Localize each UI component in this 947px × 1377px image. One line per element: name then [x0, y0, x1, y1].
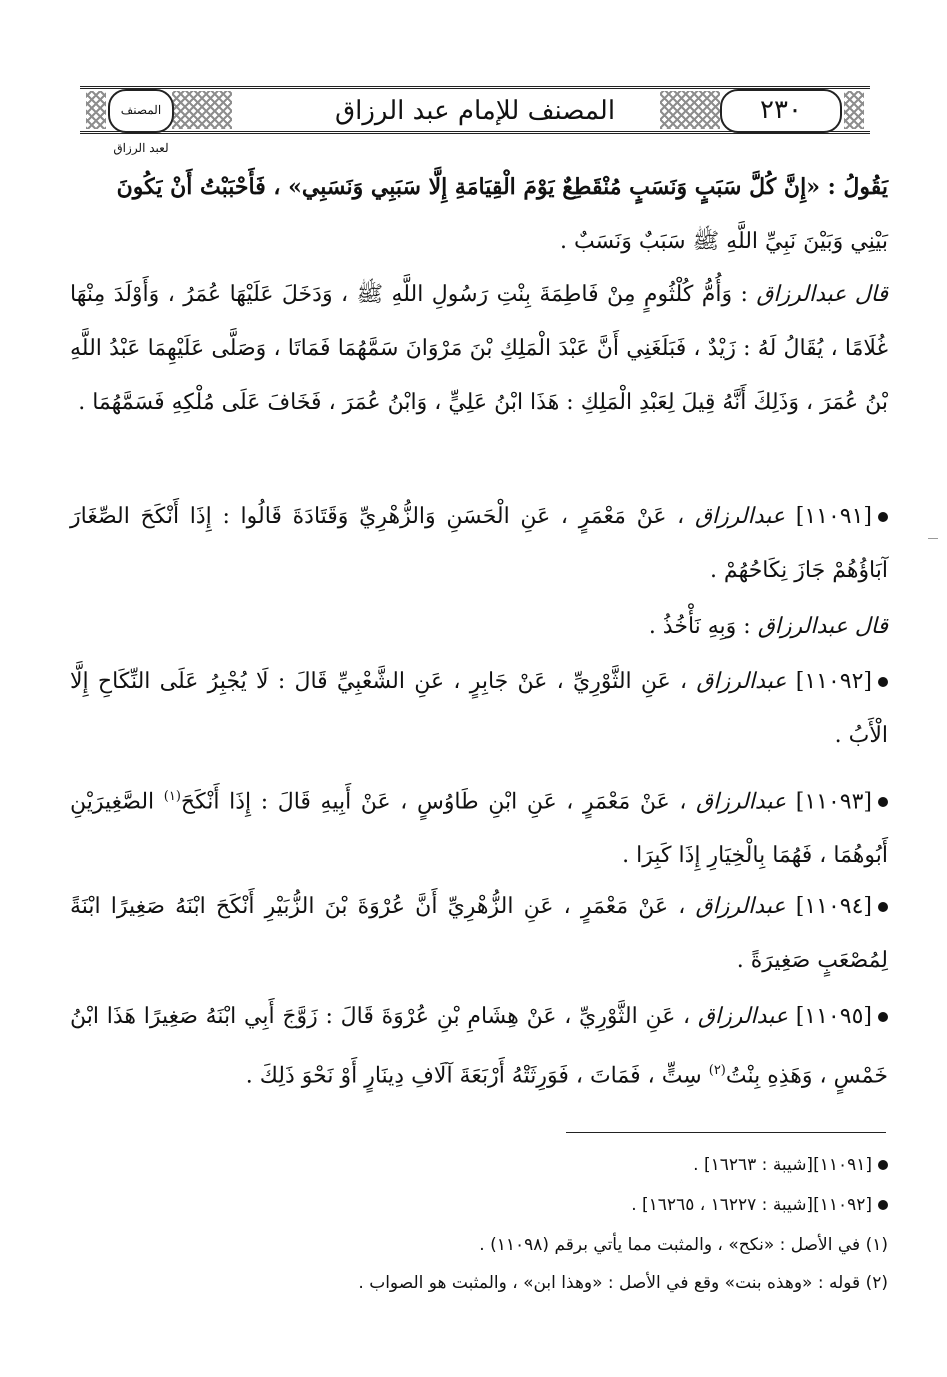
hadith-entry — [70, 880, 888, 988]
footnote — [70, 1268, 888, 1298]
entry-text: سِتٍّ ، فَمَاتَ ، فَوَرِثَتْهُ أَرْبَعَةَ آلَافِ دِينَارٍ أَوْ نَحْوَ ذَلِكَ . — [245, 1063, 702, 1089]
bullet-icon — [878, 1160, 888, 1170]
entry-author: عبدالرزاق — [696, 669, 787, 694]
bullet-icon — [878, 677, 888, 687]
speaker-label: قال عبدالرزاق — [756, 282, 888, 307]
entry-number: [١١٠٩٢] — [795, 669, 873, 694]
paragraph-text: : وَأُمُّ كُلْثُومٍ مِنْ فَاطِمَةَ بِنْتِ رَسُولِ اللَّهِ ﷺ ، وَدَخَلَ عَلَيْهَا عُمَرُ ، وَأَوْلَدَ مِنْهَا غُلَامًا ، يُقَالُ لَهُ : زَيْدٌ ، فَبَلَغَنِي أَنَّ عَبْدَ الْمَلِكِ بْنَ مَرْوَانَ سَمَّهُمَا فَمَاتَا ، وَصَلَّى عَلَيْهِمَا عَبْدُ اللَّهِ بْنُ عُمَرَ ، وَذَلِكَ أَنَّهُ قِيلَ لِعَبْدِ الْمَلِكِ : هَذَا ابْنُ عَلِيٍّ ، وَابْنُ عُمَرَ ، فَخَافَ عَلَى مُلْكِهِ فَسَمَّهُمَا . — [70, 282, 888, 415]
entry-text: ، عَنِ الثَّوْرِيِّ ، عَنْ جَابِرٍ ، عَنِ الشَّعْبِيِّ قَالَ : لَا يُجْبِرُ عَلَى النِّكَاحِ إِلَّا الْأَبُ . — [70, 669, 888, 748]
bullet-icon — [878, 512, 888, 522]
footnote-source — [70, 1190, 888, 1220]
bullet-icon — [878, 797, 888, 807]
footnote-divider — [566, 1132, 886, 1133]
entry-text: ، عَنْ مَعْمَرٍ ، عَنِ الزُّهْرِيِّ أَنَّ عُرْوَةَ بْنَ الزُّبَيْرِ أَنْكَحَ ابْنَهُ صَغِيرًا ابْنَةً لِمُصْعَبٍ صَغِيرَةً . — [70, 894, 888, 973]
footnote-text: (١) في الأصل : «نكح» ، والمثبت مما يأتي برقم (١١٠٩٨) . — [479, 1235, 888, 1255]
entry-author: عبدالرزاق — [694, 504, 786, 529]
entry-number: [١١٠٩١] — [795, 504, 873, 529]
bullet-icon — [878, 1200, 888, 1210]
footnote-text: [١١٠٩١][شيبة : ١٦٢٦٣] . — [693, 1155, 872, 1175]
entry-text: ، عَنْ مَعْمَرٍ ، عَنِ ابْنِ طَاوُسٍ ، عَنْ أَبِيهِ قَالَ : إِذَا أَنْكَحَ — [180, 789, 687, 815]
emblem-text: المصنف لعبد الرزاق — [113, 103, 169, 155]
page-number-badge — [720, 89, 842, 133]
footnote — [70, 1230, 888, 1260]
hadith-entry — [70, 655, 888, 763]
entry-number: [١١٠٩٤] — [795, 894, 873, 919]
entry-author: عبدالرزاق — [695, 894, 786, 919]
page-header — [80, 86, 870, 155]
entry-text: الصَّغِيرَيْنِ أَبُوهُمَا ، فَهُمَا بِالْخِيَارِ إِذَا كَبِرَا . — [70, 789, 888, 869]
footnote-text: (٢) قوله : «وهذه بنت» وقع في الأصل : «وهذا ابن» ، والمثبت هو الصواب . — [358, 1273, 888, 1293]
footnote-source — [70, 1150, 888, 1180]
speaker-label: قال عبدالرزاق — [757, 614, 888, 639]
ornament-border — [86, 91, 106, 129]
hadith-entry — [70, 770, 888, 883]
footnote-ref[interactable]: (١) — [163, 789, 181, 804]
paragraph — [70, 160, 888, 269]
hadith-entry — [70, 990, 888, 1103]
footnote-ref[interactable]: (٢) — [708, 1063, 726, 1078]
hadith-entry — [70, 490, 888, 598]
paragraph-line: بَيْنِي وَبَيْنَ نَبِيِّ اللَّهِ ﷺ سَبَبٌ وَنَسَبٌ . — [559, 229, 888, 254]
emblem-badge — [108, 89, 174, 155]
page-number: ٢٣٠ — [760, 95, 802, 125]
paragraph-text: : وَبِهِ نَأْخُذُ . — [648, 614, 751, 639]
entry-author: عبدالرزاق — [697, 1004, 788, 1029]
entry-number: [١١٠٩٥] — [795, 1004, 872, 1029]
entry-text: ، عَنْ مَعْمَرٍ ، عَنِ الْحَسَنِ وَالزُّهْرِيِّ وَقَتَادَةَ قَالُوا : إِذَا أَنْكَحَ الصِّغَارَ آبَاؤُهُمْ جَازَ نِكَاحُهُمْ . — [70, 504, 888, 583]
footnote-text: [١١٠٩٢][شيبة : ١٦٢٢٧ ، ١٦٢٦٥] . — [631, 1195, 872, 1215]
paragraph — [70, 600, 888, 654]
entry-number: [١١٠٩٣] — [795, 789, 872, 815]
paragraph-line: يَقُولُ : «إِنَّ كُلَّ سَبَبٍ وَنَسَبٍ مُنْقَطِعٌ يَوْمَ الْقِيَامَةِ إِلَّا سَبَبِي وَنَسَبِي» ، فَأَحْبَبْتُ أَنْ يَكُونَ — [116, 174, 888, 200]
bullet-icon — [878, 902, 888, 912]
header-title: المصنف للإمام عبد الرزاق — [334, 96, 616, 126]
ornament-border — [660, 91, 720, 129]
ornament-border — [172, 91, 232, 129]
entry-author: عبدالرزاق — [696, 789, 787, 815]
paragraph — [70, 268, 888, 430]
ornament-border — [844, 91, 864, 129]
bullet-icon — [878, 1012, 888, 1022]
entry-text: ، عَنِ الثَّوْرِيِّ ، عَنْ هِشَامِ بْنِ عُرْوَةَ قَالَ : زَوَّجَ أَبِي ابْنَهُ صَغِيرًا هَذَا ابْنُ خَمْسٍ ، وَهَذِهِ بِنْتُ — [70, 1004, 888, 1089]
margin-mark — [928, 538, 938, 539]
